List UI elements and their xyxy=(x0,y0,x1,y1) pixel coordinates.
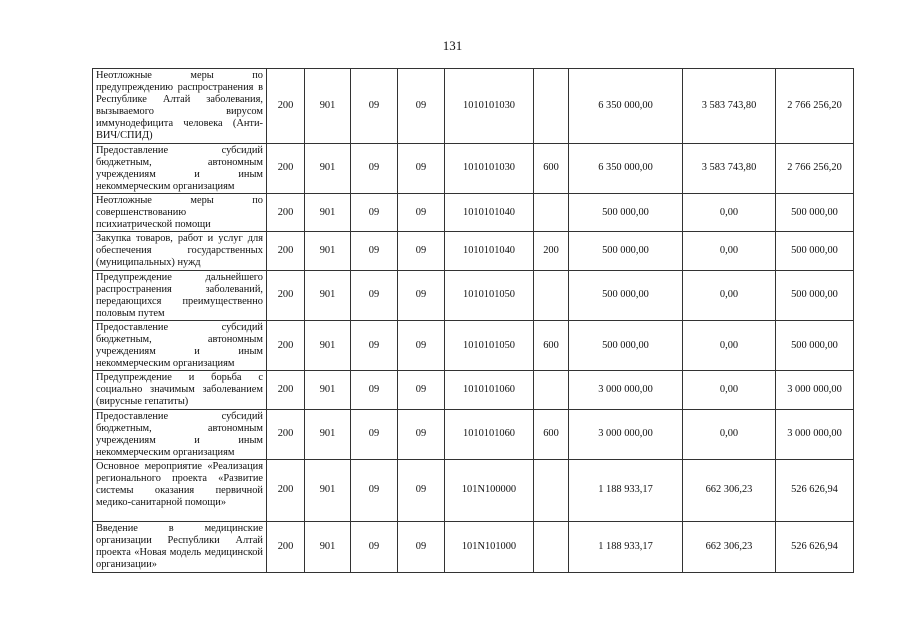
row-amount-2: 0,00 xyxy=(683,232,776,270)
row-amount-2: 0,00 xyxy=(683,320,776,370)
row-prz: 09 xyxy=(398,270,445,320)
page-number: 131 xyxy=(442,38,463,53)
row-gr: 200 xyxy=(267,521,305,572)
table-row xyxy=(93,320,854,370)
row-gr: 200 xyxy=(267,270,305,320)
row-gr: 200 xyxy=(267,193,305,231)
row-ved: 901 xyxy=(305,193,351,231)
row-amount-2: 3 583 743,80 xyxy=(683,69,776,144)
row-ved: 901 xyxy=(305,270,351,320)
row-prz: 09 xyxy=(398,521,445,572)
table-row xyxy=(93,521,854,572)
row-amount-1: 500 000,00 xyxy=(569,270,683,320)
row-prz: 09 xyxy=(398,409,445,459)
row-amount-3: 500 000,00 xyxy=(776,270,854,320)
row-vr: 600 xyxy=(534,143,569,193)
row-ved: 901 xyxy=(305,371,351,409)
row-vr: 200 xyxy=(534,232,569,270)
row-amount-2: 0,00 xyxy=(683,409,776,459)
table-row xyxy=(93,143,854,193)
row-name: Неотложные меры по предупреждению распространения в Республике Алтай заболевания, вызываемого вирусом иммунодефицита человека (Анти-ВИЧ/СПИД) xyxy=(93,69,267,144)
budget-table xyxy=(92,68,854,573)
row-gr: 200 xyxy=(267,459,305,521)
row-prz: 09 xyxy=(398,320,445,370)
row-name: Предупреждение и борьба с социально значимым заболеванием (вирусные гепатиты) xyxy=(93,371,267,409)
row-vr: 600 xyxy=(534,409,569,459)
row-amount-1: 3 000 000,00 xyxy=(569,371,683,409)
row-prz: 09 xyxy=(398,371,445,409)
row-ved: 901 xyxy=(305,521,351,572)
row-amount-3: 2 766 256,20 xyxy=(776,143,854,193)
row-csr: 101N100000 xyxy=(445,459,534,521)
row-rz: 09 xyxy=(351,409,398,459)
row-prz: 09 xyxy=(398,193,445,231)
row-ved: 901 xyxy=(305,232,351,270)
row-amount-1: 500 000,00 xyxy=(569,320,683,370)
row-rz: 09 xyxy=(351,232,398,270)
row-name: Предоставление субсидий бюджетным, автономным учреждениям и иным некоммерческим организациям xyxy=(93,320,267,370)
row-amount-3: 500 000,00 xyxy=(776,320,854,370)
row-csr: 1010101050 xyxy=(445,270,534,320)
row-vr xyxy=(534,193,569,231)
row-gr: 200 xyxy=(267,143,305,193)
row-csr: 1010101040 xyxy=(445,193,534,231)
row-name: Предоставление субсидий бюджетным, автономным учреждениям и иным некоммерческим организациям xyxy=(93,143,267,193)
row-amount-1: 6 350 000,00 xyxy=(569,69,683,144)
row-rz: 09 xyxy=(351,371,398,409)
row-amount-3: 3 000 000,00 xyxy=(776,371,854,409)
row-csr: 1010101060 xyxy=(445,409,534,459)
row-gr: 200 xyxy=(267,69,305,144)
row-csr: 1010101040 xyxy=(445,232,534,270)
row-name: Предоставление субсидий бюджетным, автономным учреждениям и иным некоммерческим организациям xyxy=(93,409,267,459)
table-row xyxy=(93,232,854,270)
row-csr: 101N101000 xyxy=(445,521,534,572)
row-rz: 09 xyxy=(351,521,398,572)
row-rz: 09 xyxy=(351,320,398,370)
table-row xyxy=(93,371,854,409)
row-amount-2: 3 583 743,80 xyxy=(683,143,776,193)
row-name: Введение в медицинские организации Республики Алтай проекта «Новая модель медицинской организации» xyxy=(93,521,267,572)
row-vr xyxy=(534,69,569,144)
row-amount-1: 1 188 933,17 xyxy=(569,521,683,572)
row-amount-3: 2 766 256,20 xyxy=(776,69,854,144)
row-amount-1: 3 000 000,00 xyxy=(569,409,683,459)
table-row xyxy=(93,459,854,521)
row-amount-3: 526 626,94 xyxy=(776,521,854,572)
row-ved: 901 xyxy=(305,409,351,459)
row-amount-2: 662 306,23 xyxy=(683,459,776,521)
row-ved: 901 xyxy=(305,320,351,370)
row-rz: 09 xyxy=(351,459,398,521)
row-prz: 09 xyxy=(398,459,445,521)
row-amount-1: 6 350 000,00 xyxy=(569,143,683,193)
row-vr xyxy=(534,270,569,320)
table-row xyxy=(93,409,854,459)
row-ved: 901 xyxy=(305,143,351,193)
row-amount-2: 662 306,23 xyxy=(683,521,776,572)
row-amount-1: 500 000,00 xyxy=(569,232,683,270)
row-amount-2: 0,00 xyxy=(683,270,776,320)
row-gr: 200 xyxy=(267,232,305,270)
row-rz: 09 xyxy=(351,143,398,193)
row-amount-1: 1 188 933,17 xyxy=(569,459,683,521)
row-ved: 901 xyxy=(305,459,351,521)
row-prz: 09 xyxy=(398,232,445,270)
row-csr: 1010101050 xyxy=(445,320,534,370)
row-ved: 901 xyxy=(305,69,351,144)
row-name: Основное мероприятие «Реализация регионального проекта «Развитие системы оказания первичной медико-санитарной помощи» xyxy=(93,459,267,521)
row-vr xyxy=(534,459,569,521)
row-csr: 1010101030 xyxy=(445,143,534,193)
row-rz: 09 xyxy=(351,69,398,144)
row-rz: 09 xyxy=(351,193,398,231)
row-name: Неотложные меры по совершенствованию психиатрической помощи xyxy=(93,193,267,231)
row-amount-3: 526 626,94 xyxy=(776,459,854,521)
row-gr: 200 xyxy=(267,320,305,370)
row-name: Предупреждение дальнейшего распространения заболеваний, передающихся преимущественно половым путем xyxy=(93,270,267,320)
table-row xyxy=(93,193,854,231)
table-row xyxy=(93,270,854,320)
row-csr: 1010101060 xyxy=(445,371,534,409)
row-name: Закупка товаров, работ и услуг для обеспечения государственных (муниципальных) нужд xyxy=(93,232,267,270)
row-gr: 200 xyxy=(267,371,305,409)
row-amount-3: 500 000,00 xyxy=(776,232,854,270)
row-vr xyxy=(534,371,569,409)
row-amount-2: 0,00 xyxy=(683,371,776,409)
row-amount-1: 500 000,00 xyxy=(569,193,683,231)
row-vr: 600 xyxy=(534,320,569,370)
row-gr: 200 xyxy=(267,409,305,459)
row-amount-3: 3 000 000,00 xyxy=(776,409,854,459)
row-prz: 09 xyxy=(398,69,445,144)
row-csr: 1010101030 xyxy=(445,69,534,144)
row-rz: 09 xyxy=(351,270,398,320)
row-prz: 09 xyxy=(398,143,445,193)
row-amount-2: 0,00 xyxy=(683,193,776,231)
row-amount-3: 500 000,00 xyxy=(776,193,854,231)
table-row xyxy=(93,69,854,144)
row-vr xyxy=(534,521,569,572)
